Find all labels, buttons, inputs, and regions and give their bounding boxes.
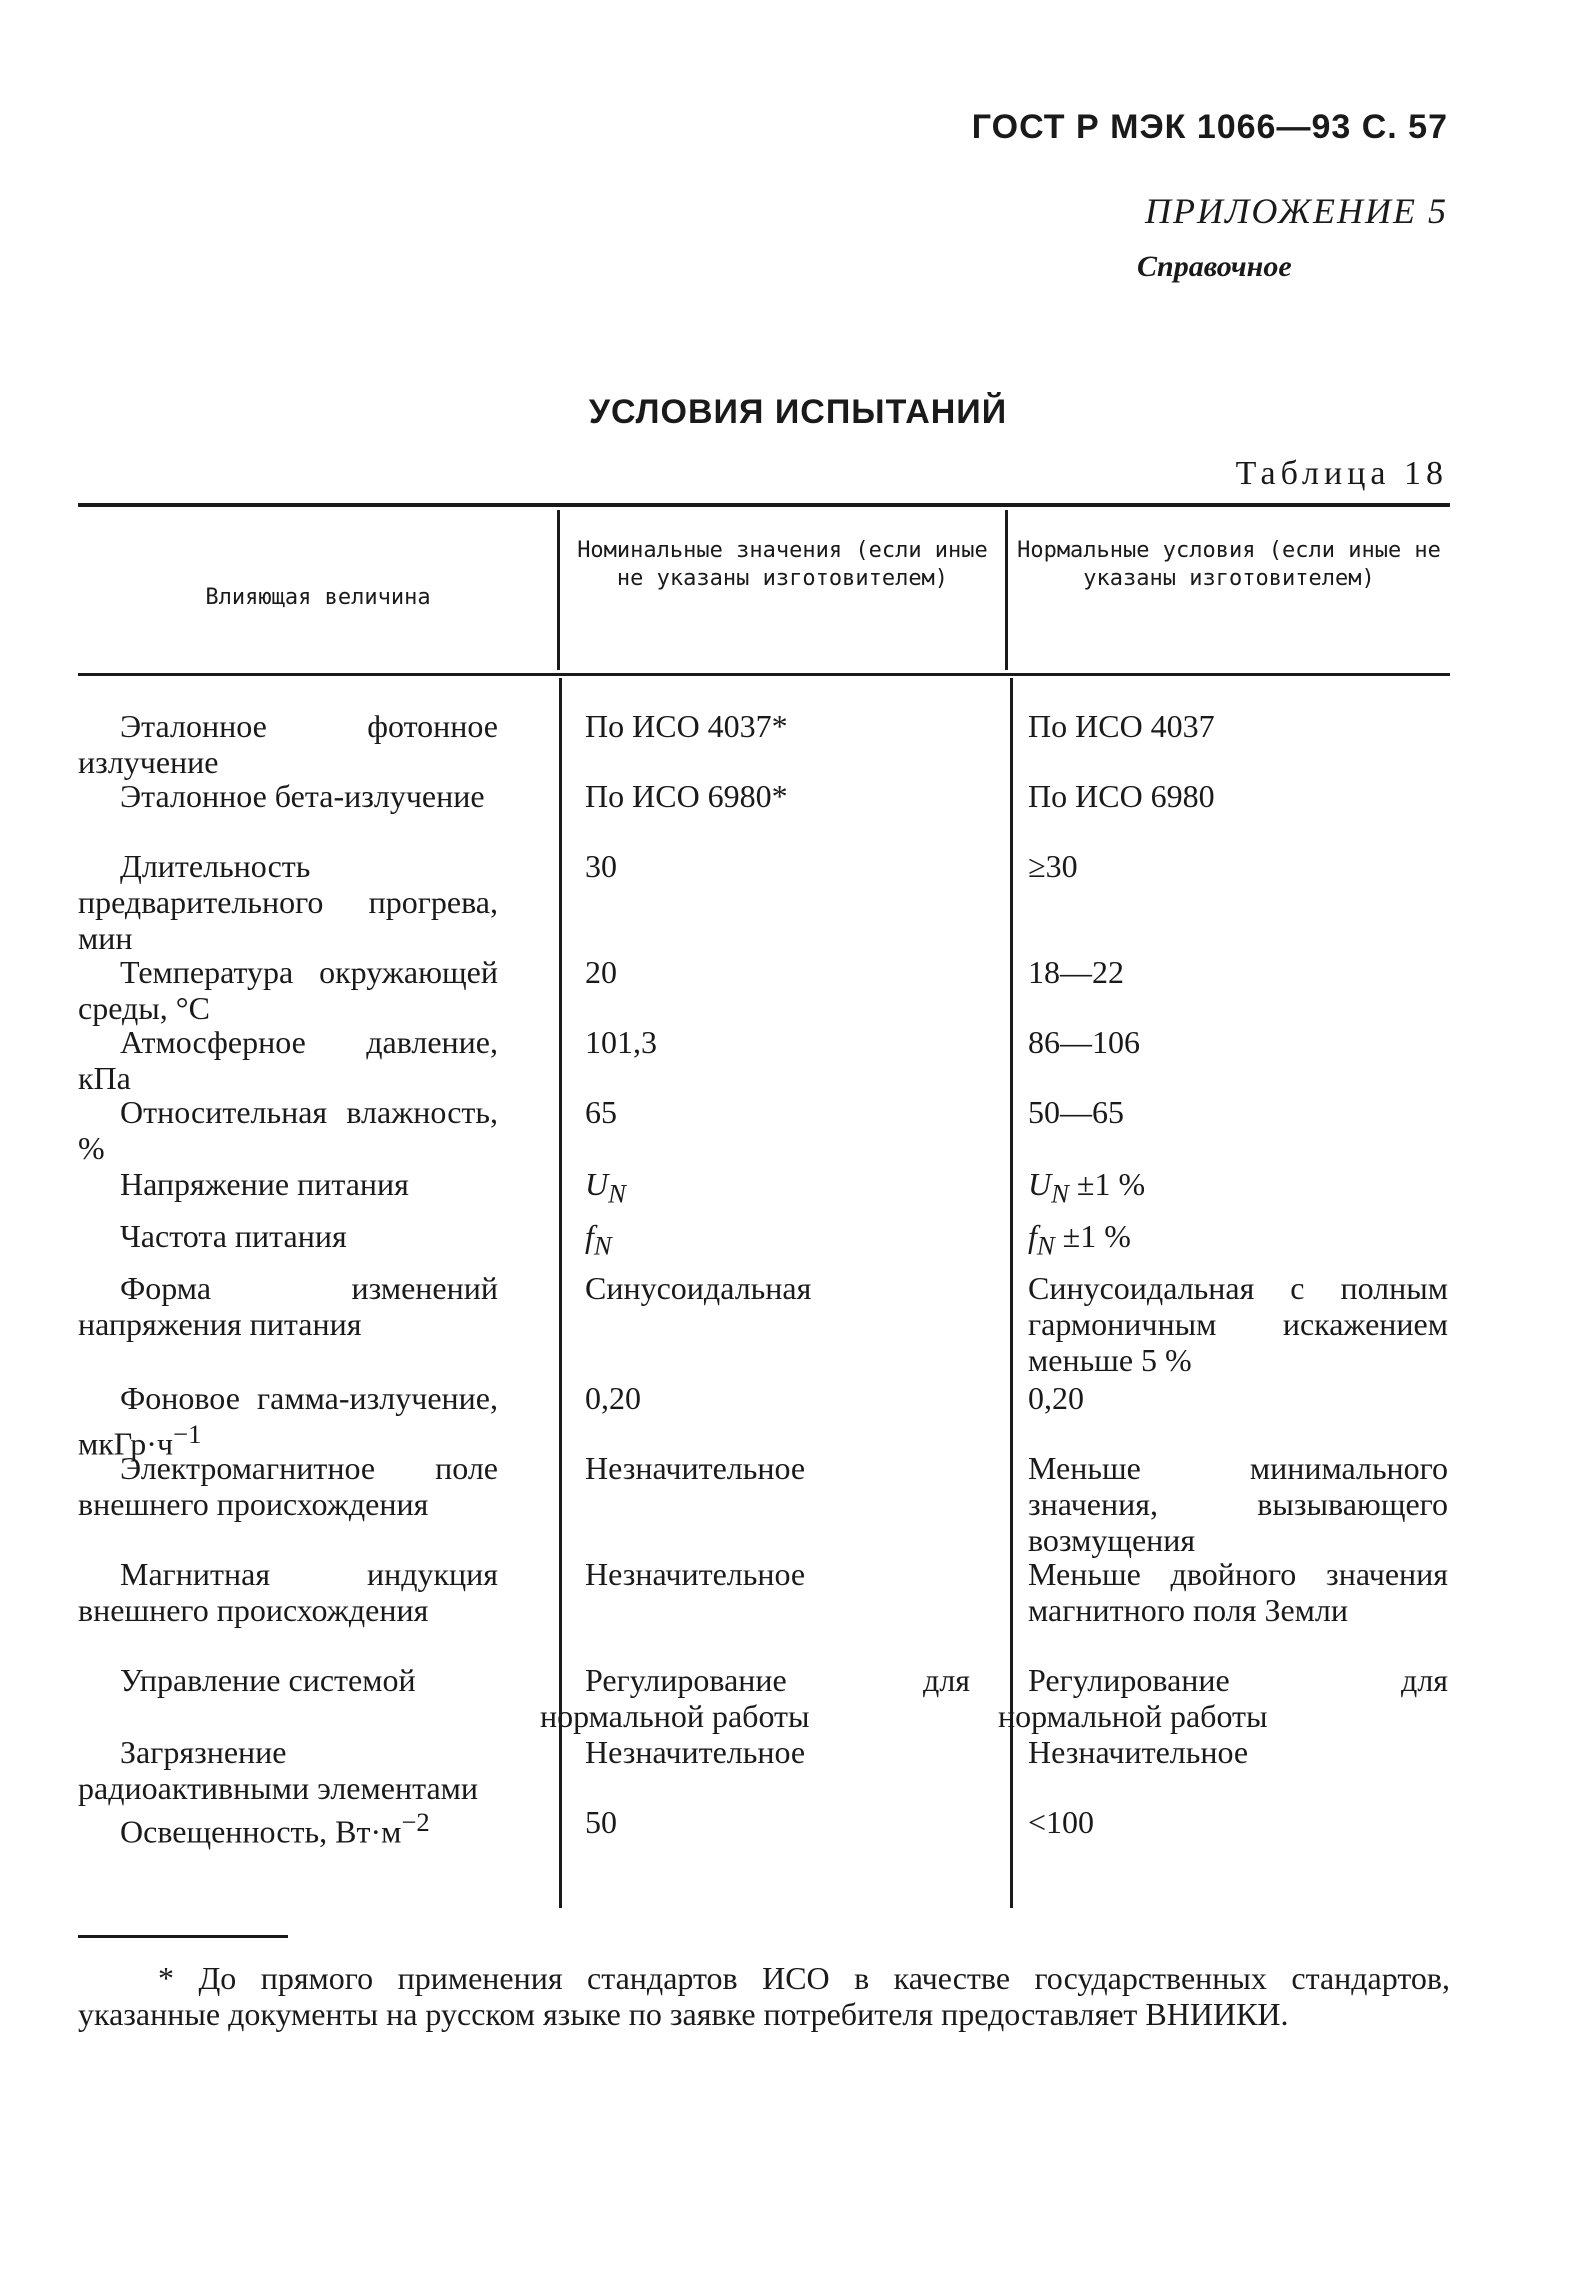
cell-normal: 18—22 [1028, 954, 1124, 990]
cell-quantity [78, 1804, 498, 1876]
header-nominal-values: Номинальные значения (если иные не указаны изготовителем) [577, 538, 988, 591]
appendix-subtitle: Справочное [1137, 250, 1292, 283]
cell-normal: Незначительное [1028, 1734, 1249, 1770]
symbol-subscript: N [1051, 1178, 1069, 1209]
cell-normal: Синусоидальная с полным гармоничным искажением меньше 5 % [1028, 1270, 1448, 1378]
cell-quantity: Форма изменений напряжения питания [78, 1270, 498, 1342]
cell-nominal [540, 1166, 970, 1218]
symbol-frequency: f [1028, 1218, 1037, 1254]
cell-normal: ≥30 [1028, 848, 1078, 884]
tolerance: ±1 % [1068, 1166, 1146, 1202]
symbol-voltage: U [585, 1166, 609, 1202]
unit-exponent: −2 [401, 1807, 430, 1837]
table-row [78, 1166, 1453, 1218]
cell-nominal: 30 [585, 848, 617, 884]
tolerance: ±1 % [1054, 1218, 1131, 1254]
cell-nominal: Незначительное [585, 1556, 806, 1592]
cell-normal: По ИСО 4037 [1028, 708, 1215, 744]
cell-quantity: Эталонное бета-излучение [120, 778, 485, 814]
cell-normal: 0,20 [1028, 1380, 1084, 1416]
cell-normal: Регулирование для нормальной работы [998, 1662, 1448, 1734]
table-top-rule [78, 503, 1450, 507]
cell-normal: 86—106 [1028, 1024, 1140, 1060]
cell-nominal: 65 [585, 1094, 617, 1130]
cell-quantity: Магнитная индукция внешнего происхождения [78, 1556, 498, 1628]
cell-normal: 50—65 [1028, 1094, 1124, 1130]
cell-normal: Меньше минимального значения, вызывающего возмущения [1028, 1450, 1448, 1558]
cell-normal: По ИСО 6980 [1028, 778, 1215, 814]
cell-normal: Меньше двойного значения магнитного поля Земли [1028, 1556, 1448, 1628]
symbol-voltage: U [1028, 1166, 1052, 1202]
cell-nominal: Синусоидальная [585, 1270, 812, 1306]
cell-quantity: Загрязнение радиоактивными элементами [78, 1734, 479, 1806]
cell-nominal: Незначительное [585, 1734, 806, 1770]
cell-normal: <100 [1028, 1804, 1095, 1840]
table-row [78, 778, 1453, 848]
table-row [78, 1450, 1453, 1556]
cell-nominal [540, 1218, 970, 1270]
cell-quantity: Относительная влажность, % [78, 1094, 498, 1166]
table-header-rule [78, 673, 1450, 676]
header-normal-conditions: Нормальные условия (если иные не указаны изготовителем) [1017, 538, 1441, 591]
cell-nominal: Незначительное [585, 1450, 806, 1486]
table-row [78, 708, 1453, 778]
cell-normal [998, 1218, 1448, 1270]
cell-nominal: 50 [585, 1804, 617, 1840]
table-row [78, 848, 1453, 954]
cell-normal [998, 1166, 1448, 1218]
table-row [78, 1804, 1453, 1876]
cell-nominal: 0,20 [585, 1380, 641, 1416]
page-header: ГОСТ Р МЭК 1066—93 С. 57 [971, 108, 1448, 146]
cell-quantity: Управление системой [120, 1662, 416, 1698]
footnote: * До прямого применения стандартов ИСО в качестве государственных стандартов, указанные документы на русском языке по заявке потребителя предоставляет ВНИИКИ. [78, 1960, 1450, 2032]
table-row [78, 1662, 1453, 1734]
cell-nominal: 101,3 [585, 1024, 657, 1060]
table-row [78, 1094, 1453, 1166]
cell-quantity: Частота питания [120, 1218, 347, 1254]
appendix-title: ПРИЛОЖЕНИЕ 5 [1145, 191, 1448, 231]
cell-quantity: Эталонное фотонное излучение [78, 708, 498, 780]
cell-quantity: Напряжение питания [120, 1166, 409, 1202]
cell-quantity: Длительность предварительного прогрева, мин [78, 848, 498, 956]
cell-nominal: По ИСО 6980* [585, 778, 788, 814]
cell-quantity [78, 1380, 498, 1462]
footnote-rule [78, 1935, 288, 1938]
table-label: Таблица 18 [1235, 455, 1448, 492]
cell-quantity: Температура окружающей среды, °С [78, 954, 498, 1026]
cell-nominal: По ИСО 4037* [585, 708, 788, 744]
table-row [78, 1218, 1453, 1270]
quantity-text: Освещенность, Вт·м [120, 1813, 402, 1850]
symbol-subscript: N [608, 1178, 626, 1209]
symbol-frequency: f [585, 1218, 594, 1254]
cell-nominal: Регулирование для нормальной работы [540, 1662, 970, 1734]
table-row [78, 1024, 1453, 1094]
table-row [78, 1734, 1453, 1804]
unit-exponent: −1 [173, 1419, 202, 1449]
symbol-subscript: N [593, 1230, 612, 1261]
table-row [78, 954, 1453, 1024]
table-row [78, 1556, 1453, 1662]
symbol-subscript: N [1036, 1230, 1055, 1261]
table-row [78, 1270, 1453, 1380]
table-body [78, 708, 1453, 1876]
quantity-text: Фоновое гамма-излучение, мкГр·ч [78, 1380, 498, 1462]
cell-nominal: 20 [585, 954, 617, 990]
cell-quantity: Атмосферное давление, кПа [78, 1024, 498, 1096]
header-influencing-quantity: Влияющая величина [205, 585, 431, 610]
cell-quantity: Электромагнитное поле внешнего происхождения [78, 1450, 498, 1522]
document-title: УСЛОВИЯ ИСПЫТАНИЙ [588, 393, 1008, 431]
table-row [78, 1380, 1453, 1462]
